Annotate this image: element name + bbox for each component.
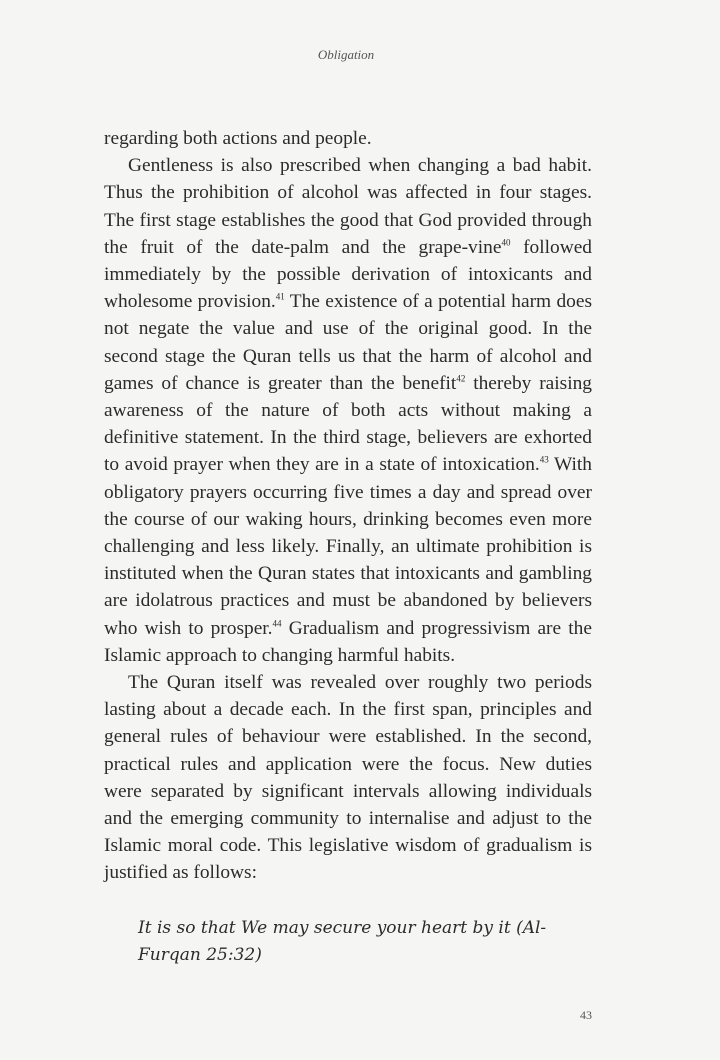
body-text <box>104 125 592 887</box>
running-head: Obligation <box>317 47 375 62</box>
text-span: Gradualism and progressivism are the Islamic approach to changing harmful habits. <box>104 617 592 666</box>
footnote-ref-43: 43 <box>539 454 549 465</box>
footnote-ref-42: 42 <box>456 373 466 384</box>
footnote-ref-40: 40 <box>501 237 511 248</box>
paragraph-3: The Quran itself was revealed over roughly two periods lasting about a decade each. In the first span, principles and general rules of behaviour were established. In the second, practical rules and application were the focus. New duties were separated by significant intervals allowing individuals and the emerging community to internalise and adjust to the Islamic moral code. This legislative wisdom of gradualism is justified as follows: <box>104 672 592 884</box>
paragraph-2 <box>104 152 592 669</box>
text-span: Gentleness is also prescribed when changing a bad habit. Thus the prohibition of alcohol was affected in four stages. The first stage establishes the good that God provided through the fruit of the date-palm and the grape-vine <box>104 155 592 258</box>
footnote-ref-41: 41 <box>275 291 285 302</box>
paragraph-1: regarding both actions and people. <box>104 128 372 149</box>
text-span: followed immediately by the possible derivation of intoxicants and wholesome provision. <box>104 236 592 313</box>
text-span: The existence of a potential harm does not negate the value and use of the original good. In the second stage the Quran tells us that the harm of alcohol and games of chance is greater than the benefit <box>104 291 593 394</box>
page-number: 43 <box>580 1008 592 1022</box>
footnote-ref-44: 44 <box>272 618 282 629</box>
text-span: With obligatory prayers occurring five times a day and spread over the course of our waking hours, drinking becomes even more challenging and less likely. Finally, an ultimate prohibition is instituted when the Quran states that intoxicants and gambling are idolatrous practices and must be abandoned by believers who wish to prosper. <box>104 454 592 639</box>
block-quote: It is so that We may secure your heart by it (Al-Furqan 25:32) <box>138 918 547 966</box>
text-span: thereby raising awareness of the nature of both acts without making a definitive statement. In the third stage, believers are exhorted to avoid prayer when they are in a state of intoxication. <box>104 372 592 476</box>
